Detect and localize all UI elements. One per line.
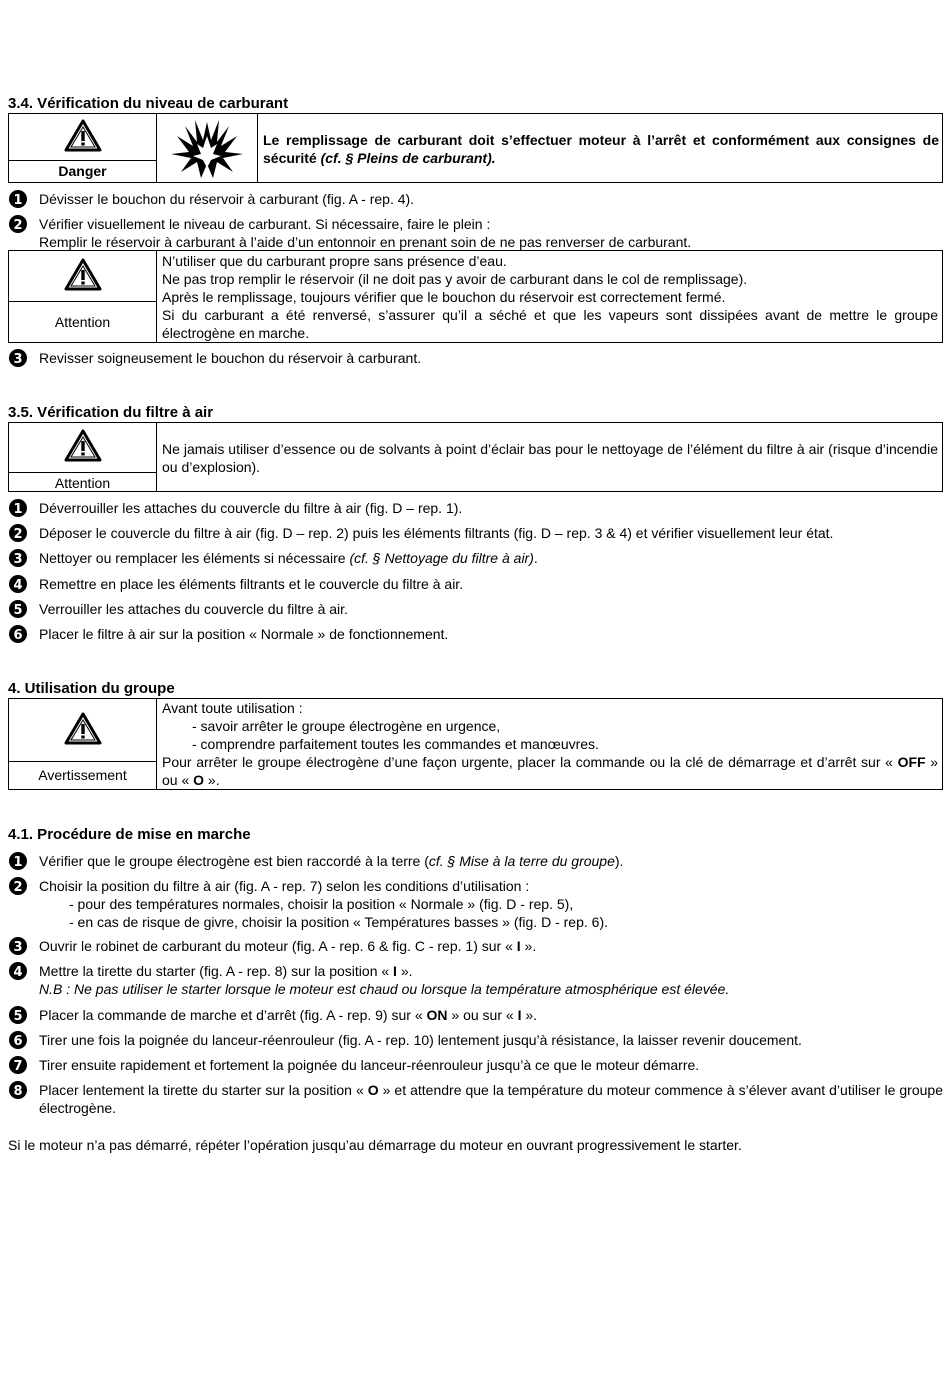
number-4-icon <box>8 961 28 981</box>
attention-icon-cell <box>9 251 157 301</box>
number-4-icon <box>8 574 28 594</box>
s41-step-8-b: » et attendre que la température du moteur commence à s’élever avant d’utiliser le groupe électrogène. <box>39 1082 943 1116</box>
number-5-icon <box>8 1005 28 1025</box>
number-8-icon <box>8 1080 28 1100</box>
attention-label: Attention <box>9 472 157 491</box>
warning-line-4-a: Pour arrêter le groupe électrogène d’une façon urgente, placer la commande ou la clé de démarrage et d’arrêt sur « <box>162 754 898 770</box>
warning-line-4-c: ». <box>204 772 220 788</box>
attention-line-2: Ne pas trop remplir le réservoir (il ne doit pas y avoir de carburant dans le col de remplissage). <box>162 271 748 287</box>
o-label: O <box>367 1082 379 1098</box>
danger-text-main: Le remplissage de carburant doit s’effectuer moteur à l’arrêt et conformément aux consignes de sécurité <box>263 132 939 166</box>
s41-step-5-text <box>39 1006 943 1024</box>
warning-icon-cell <box>9 699 157 761</box>
svg-text:5: 5 <box>13 603 23 618</box>
warning-triangle-icon <box>64 257 102 293</box>
number-3-icon <box>8 548 28 568</box>
s35-step-3-ref: (cf. § Nettoyage du filtre à air) <box>349 550 534 566</box>
number-1-icon <box>8 189 28 209</box>
warning-line-4-b: » ou « <box>162 754 938 788</box>
s35-step-5-text: Verrouiller les attaches du couvercle du filtre à air. <box>39 601 348 617</box>
number-3-icon <box>8 348 28 368</box>
section-title-3-5: 3.5. Vérification du filtre à air <box>8 404 214 421</box>
s41-step-3-b: ». <box>520 938 537 954</box>
section-title-4-1: 4.1. Procédure de mise en marche <box>8 826 251 843</box>
explosion-icon <box>157 114 257 182</box>
attention-box-filter <box>8 422 943 492</box>
number-2-icon <box>8 214 28 234</box>
s41-step-4-text <box>39 962 943 998</box>
s41-step-2-line-3: - en cas de risque de givre, choisir la position « Températures basses » (fig. D - rep. 6). <box>69 914 608 930</box>
s41-step-4-line-1 <box>39 962 943 980</box>
attention-icon-cell <box>9 423 157 472</box>
s41-step-5-b: » ou sur « <box>447 1007 518 1023</box>
svg-text:4: 4 <box>13 578 23 593</box>
svg-text:1: 1 <box>13 855 23 870</box>
danger-box <box>8 113 943 183</box>
attention-box-fuel <box>8 250 943 343</box>
number-1-icon <box>8 498 28 518</box>
svg-text:2: 2 <box>13 218 23 233</box>
warning-triangle-icon <box>64 118 102 154</box>
warning-line-1: Avant toute utilisation : <box>162 700 303 716</box>
final-note: Si le moteur n’a pas démarré, répéter l’opération jusqu’au démarrage du moteur en ouvrant progressivement le starter. <box>8 1137 742 1153</box>
s41-step-5-c: ». <box>521 1007 538 1023</box>
section-title-3-4: 3.4. Vérification du niveau de carburant <box>8 95 289 112</box>
s41-step-4-a: Mettre la tirette du starter (fig. A - rep. 8) sur la position « <box>39 963 394 979</box>
number-2-icon <box>8 523 28 543</box>
s41-step-3-a: Ouvrir le robinet de carburant du moteur (fig. A - rep. 6 & fig. C - rep. 1) sur « <box>39 938 517 954</box>
s41-step-2-line-2: - pour des températures normales, choisir la position « Normale » (fig. D - rep. 5), <box>69 896 574 912</box>
s41-step-4-note: N.B : Ne pas utiliser le starter lorsque le moteur est chaud ou lorsque la température atmosphérique est élevée. <box>39 981 730 997</box>
svg-text:1: 1 <box>13 502 23 517</box>
s41-step-1-a: Vérifier que le groupe électrogène est bien raccordé à la terre ( <box>39 853 429 869</box>
number-5-icon <box>8 599 28 619</box>
svg-text:2: 2 <box>13 880 23 895</box>
s41-step-4-b: ». <box>396 963 413 979</box>
svg-text:6: 6 <box>13 628 23 643</box>
warning-line-4 <box>162 753 938 789</box>
svg-text:4: 4 <box>13 965 23 980</box>
s35-step-3-main: Nettoyer ou remplacer les éléments si nécessaire <box>39 550 350 566</box>
s41-step-2-text <box>39 877 943 931</box>
i-label: I <box>517 1007 522 1023</box>
s41-step-1-c: ). <box>614 853 624 869</box>
s41-step-7-text: Tirer ensuite rapidement et fortement la poignée du lanceur-réenrouleur jusqu’à ce que le moteur démarre. <box>39 1057 700 1073</box>
attention-text: Ne jamais utiliser d’essence ou de solvants à point d’éclair bas pour le nettoyage de l’élément du filtre à air (risque d’incendie ou d’explosion). <box>162 441 938 475</box>
danger-icon-cell <box>9 114 157 160</box>
attention-line-1: N’utiliser que du carburant propre sans présence d’eau. <box>162 253 507 269</box>
number-6-icon <box>8 1030 28 1050</box>
svg-text:3: 3 <box>13 940 23 955</box>
number-3-icon <box>8 936 28 956</box>
warning-text <box>162 699 938 789</box>
s41-step-8-a: Placer lentement la tirette du starter sur la position « <box>39 1082 368 1098</box>
s34-step-2-detail: Remplir le réservoir à carburant à l’aide d’un entonnoir en prenant soin de ne pas renverser de carburant. <box>39 234 692 250</box>
s34-step-2-text: Vérifier visuellement le niveau de carburant. Si nécessaire, faire le plein : <box>39 216 491 232</box>
s35-step-3-text <box>39 549 943 567</box>
warning-triangle-icon <box>64 428 102 464</box>
s35-step-6-text: Placer le filtre à air sur la position « Normale » de fonctionnement. <box>39 626 449 642</box>
svg-text:5: 5 <box>13 1009 23 1024</box>
number-1-icon <box>8 851 28 871</box>
warning-line-2: - savoir arrêter le groupe électrogène en urgence, <box>192 718 501 734</box>
s35-step-3-end: . <box>533 550 538 566</box>
svg-text:7: 7 <box>13 1059 23 1074</box>
on-label: ON <box>426 1007 448 1023</box>
i-label: I <box>393 963 397 979</box>
s41-step-3-text <box>39 937 943 955</box>
svg-text:8: 8 <box>13 1084 23 1099</box>
danger-text <box>263 131 939 167</box>
danger-label: Danger <box>9 160 157 182</box>
warning-label: Avertissement <box>9 761 157 789</box>
s41-step-2-line-1: Choisir la position du filtre à air (fig. A - rep. 7) selon les conditions d’utilisation : <box>39 878 530 894</box>
attention-text <box>162 252 938 342</box>
s41-step-8-text <box>39 1081 943 1117</box>
svg-text:3: 3 <box>13 552 23 567</box>
attention-label: Attention <box>9 301 157 342</box>
s41-step-6-text: Tirer une fois la poignée du lanceur-réenrouleur (fig. A - rep. 10) lentement jusqu’à résistance, la laisser revenir doucement. <box>39 1032 802 1048</box>
s34-step-1-text: Dévisser le bouchon du réservoir à carburant (fig. A - rep. 4). <box>39 191 415 207</box>
s41-step-5-a: Placer la commande de marche et d’arrêt (fig. A - rep. 9) sur « <box>39 1007 427 1023</box>
svg-text:6: 6 <box>13 1034 23 1049</box>
s35-step-2-text: Déposer le couvercle du filtre à air (fig. D – rep. 2) puis les éléments filtrants (fig. D – rep. 3 & 4) et vérifier visuellement leur état. <box>39 525 834 541</box>
s41-step-1-ref: cf. § Mise à la terre du groupe <box>428 853 615 869</box>
svg-text:2: 2 <box>13 527 23 542</box>
svg-text:3: 3 <box>13 352 23 367</box>
attention-line-4: Si du carburant a été renversé, s’assurer qu’il a séché et que les vapeurs sont dissipées avant de mettre le groupe électrogène en marche. <box>162 307 938 341</box>
svg-text:1: 1 <box>13 193 23 208</box>
s41-step-1-text <box>39 852 943 870</box>
s34-step-3-text: Revisser soigneusement le bouchon du réservoir à carburant. <box>39 350 422 366</box>
o-label: O <box>193 772 205 788</box>
number-2-icon <box>8 876 28 896</box>
attention-line-3: Après le remplissage, toujours vérifier que le bouchon du réservoir est correctement fermé. <box>162 289 726 305</box>
warning-box <box>8 698 943 790</box>
number-6-icon <box>8 624 28 644</box>
number-7-icon <box>8 1055 28 1075</box>
warning-line-3: - comprendre parfaitement toutes les commandes et manœuvres. <box>192 736 599 752</box>
off-label: OFF <box>897 754 926 770</box>
explosion-icon-cell <box>157 114 258 182</box>
s35-step-1-text: Déverrouiller les attaches du couvercle du filtre à air (fig. D – rep. 1). <box>39 500 463 516</box>
i-label: I <box>516 938 521 954</box>
section-title-4: 4. Utilisation du groupe <box>8 680 175 697</box>
danger-text-ref: (cf. § Pleins de carburant). <box>320 150 496 166</box>
warning-triangle-icon <box>64 711 102 747</box>
s35-step-4-text: Remettre en place les éléments filtrants et le couvercle du filtre à air. <box>39 576 464 592</box>
